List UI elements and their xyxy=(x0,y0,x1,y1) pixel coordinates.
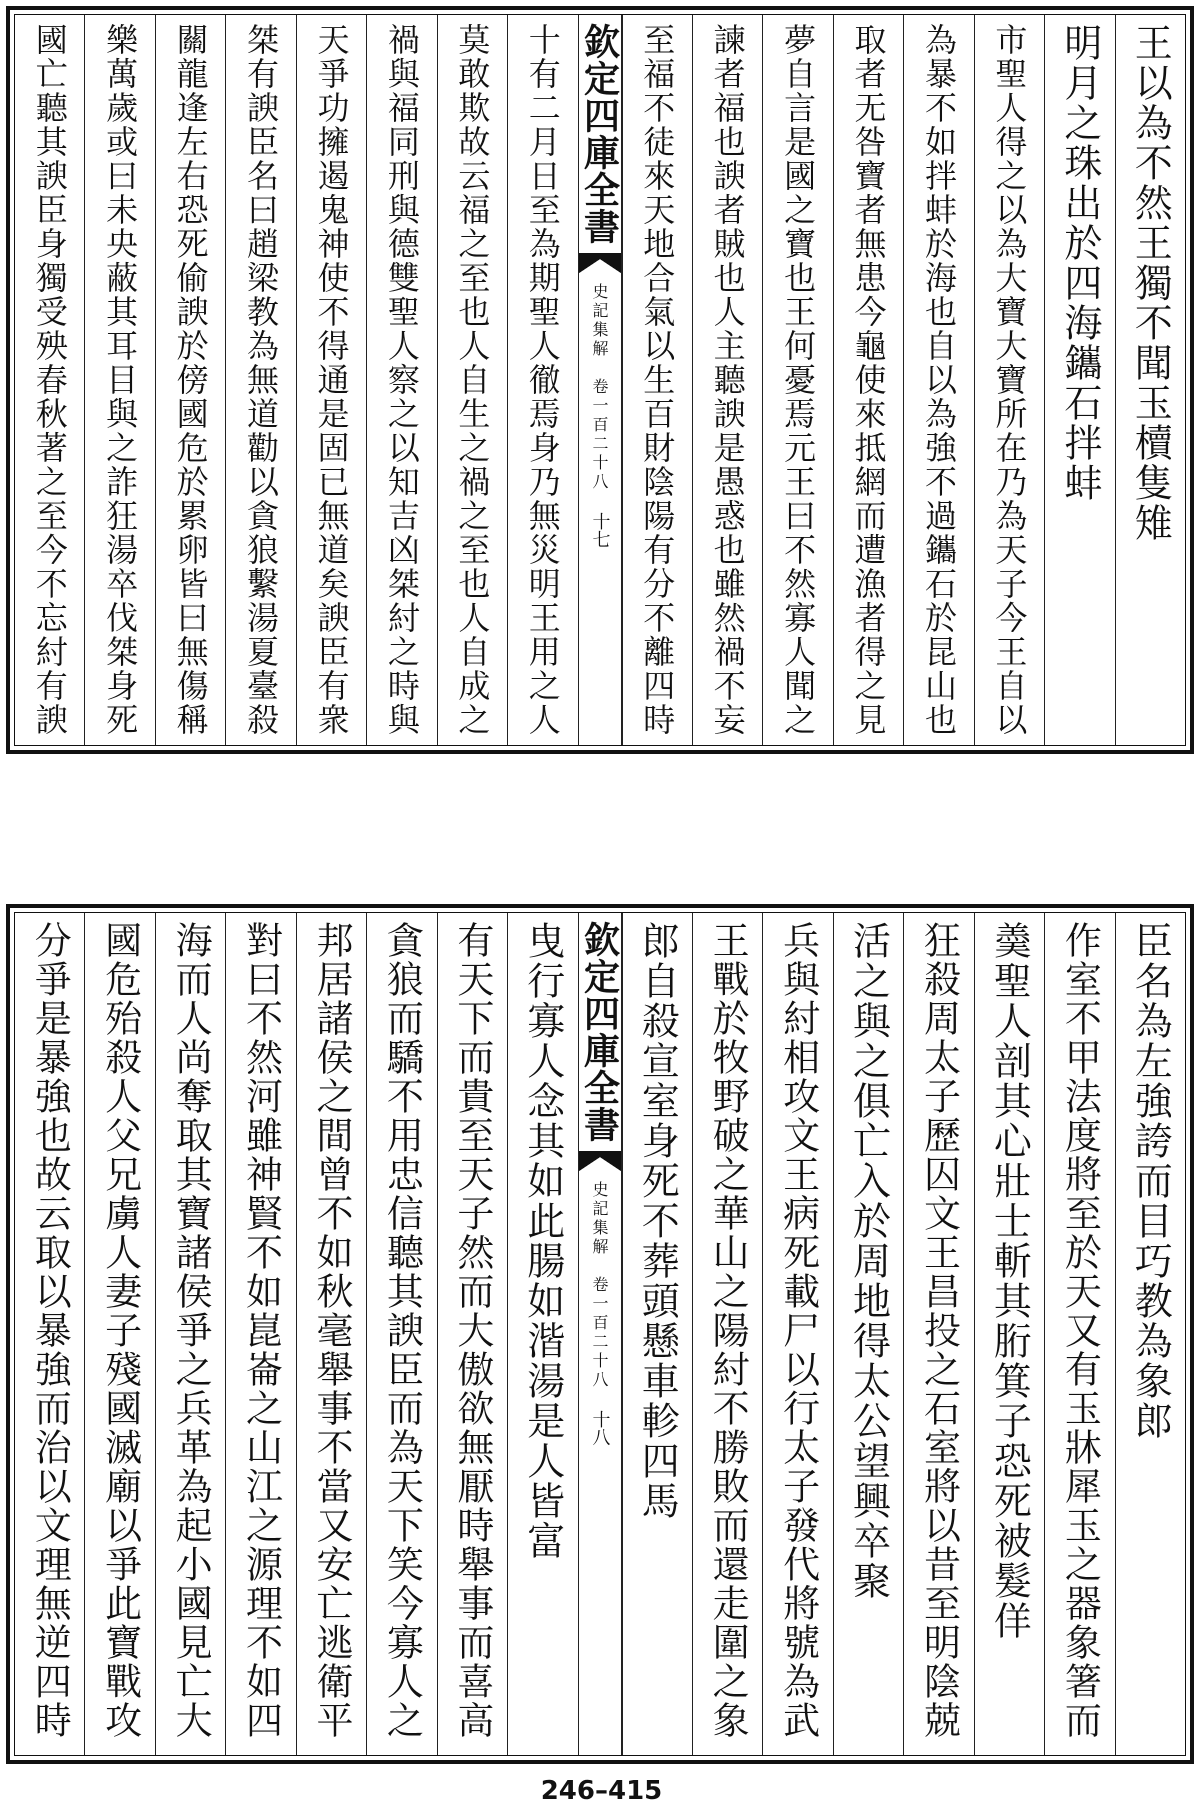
column-text: 邦居諸侯之間曾不如秋毫舉事不當又安亡逃衛平 xyxy=(309,921,353,1740)
text-column xyxy=(974,15,1044,745)
upper-page xyxy=(6,6,1194,754)
column-text: 羮聖人剖其心壯士斬其胻箕子恐死被髮佯 xyxy=(987,921,1032,1641)
text-column xyxy=(692,15,762,745)
text-column xyxy=(84,15,154,745)
column-text: 活之與之俱亡入於周地得太公望興卒聚 xyxy=(846,921,891,1601)
column-text: 王戰於牧野破之華山之陽紂不勝敗而還走圍之象 xyxy=(706,921,750,1740)
text-column xyxy=(15,913,84,1755)
text-column xyxy=(903,15,973,745)
text-column xyxy=(437,15,507,745)
page-number-footer: 246–415 xyxy=(540,1776,663,1806)
lower-page xyxy=(6,904,1194,1764)
column-text: 明月之珠出於四海鑴石拌蚌 xyxy=(1057,23,1102,503)
column-text: 王以為不然王獨不聞玉櫝隻雉 xyxy=(1128,23,1173,543)
gutter-folio-number: 十七 xyxy=(589,512,611,548)
column-text: 分爭是暴強也故云取以暴強而治以文理無逆四時 xyxy=(28,921,72,1740)
text-column xyxy=(903,913,973,1755)
column-text: 國危殆殺人父兄虜人妻子殘國滅廟以爭此寶戰攻 xyxy=(98,921,142,1740)
text-column xyxy=(622,913,692,1755)
column-text: 市聖人得之以為大寶大寶所在乃為天子今王自以 xyxy=(990,23,1029,737)
column-text: 海而人尚奪取其寶諸侯爭之兵革為起小國見亡大 xyxy=(169,921,213,1740)
text-column xyxy=(296,15,366,745)
column-text: 作室不甲法度將至於天又有玉牀犀玉之器象箸而 xyxy=(1058,921,1102,1740)
column-text: 兵與紂相攻文王病死載尸以行太子發代將號為武 xyxy=(776,921,820,1740)
text-column xyxy=(833,913,903,1755)
column-text: 十有二月日至為期聖人徹焉身乃無災明王用之人 xyxy=(523,23,562,737)
text-column xyxy=(762,913,832,1755)
text-column xyxy=(762,15,832,745)
column-text: 至福不徒來天地合氣以生百財陰陽有分不離四時 xyxy=(638,23,677,737)
text-column xyxy=(1044,913,1114,1755)
text-column xyxy=(225,913,295,1755)
column-text: 莫敢欺故云福之至也人自生之禍之至也人自成之 xyxy=(453,23,492,737)
gutter-juan-label: 史記集解 卷一百二十八 xyxy=(590,283,609,492)
center-gutter xyxy=(578,15,622,745)
text-column xyxy=(1044,15,1114,745)
center-gutter xyxy=(578,913,622,1755)
column-text: 禍與福同刑與德雙聖人察之以知吉凶桀紂之時與 xyxy=(382,23,421,737)
text-column xyxy=(296,913,366,1755)
column-text: 為暴不如拌蚌於海也自以為強不過鑴石於昆山也 xyxy=(919,23,958,737)
column-text: 取者无咎寶者無患今龜使來抵網而遭漁者得之見 xyxy=(849,23,888,737)
text-column xyxy=(366,913,436,1755)
fishtail-mark xyxy=(579,253,621,273)
text-column xyxy=(507,913,577,1755)
column-text: 曳行寡人念其如此腸如湝湯是人皆富 xyxy=(520,921,565,1561)
column-text: 夢自言是國之寶也王何憂焉元王曰不然寡人聞之 xyxy=(779,23,818,737)
gutter-juan-label: 史記集解 卷一百二十八 xyxy=(590,1181,609,1390)
text-column xyxy=(155,913,225,1755)
text-column xyxy=(1115,913,1185,1755)
text-column xyxy=(366,15,436,745)
column-text: 樂萬歲或曰未央蔽其耳目與之詐狂湯卒伐桀身死 xyxy=(101,23,140,737)
column-text: 有天下而貴至天子然而大傲欲無厭時舉事而喜高 xyxy=(450,921,494,1740)
text-column xyxy=(507,15,577,745)
text-column xyxy=(974,913,1044,1755)
column-text: 國亡聽其諛臣身獨受殃春秋著之至今不忘紂有諛 xyxy=(30,23,69,737)
column-text: 臣名為左強誇而目巧教為象郎 xyxy=(1128,921,1173,1441)
text-column xyxy=(622,15,692,745)
gutter-folio-number: 十八 xyxy=(589,1410,611,1446)
text-column xyxy=(15,15,84,745)
column-text: 桀有諛臣名曰趙梁教為無道勸以貪狼繫湯夏臺殺 xyxy=(242,23,281,737)
text-column xyxy=(155,15,225,745)
column-text: 郎自殺宣室身死不葬頭懸車軫四馬 xyxy=(635,921,680,1521)
column-text: 貪狼而驕不用忠信聽其諛臣而為天下笑今寡人之 xyxy=(380,921,424,1740)
upper-page-columns xyxy=(14,14,1186,746)
text-column xyxy=(692,913,762,1755)
text-column xyxy=(437,913,507,1755)
column-text: 狂殺周太子歷囚文王昌投之石室將以昔至明陰兢 xyxy=(917,921,961,1740)
column-text: 天爭功擁遏鬼神使不得通是固已無道矣諛臣有衆 xyxy=(312,23,351,737)
column-text: 關龍逢左右恐死偷諛於傍國危於累卵皆曰無傷稱 xyxy=(171,23,210,737)
column-text: 諫者福也諛者賊也人主聽諛是愚惑也雖然禍不妄 xyxy=(708,23,747,737)
gutter-title: 欽定四庫全書 xyxy=(578,921,621,1143)
lower-page-columns xyxy=(14,912,1186,1756)
text-column xyxy=(84,913,154,1755)
text-column xyxy=(1115,15,1185,745)
column-text: 對曰不然河雖神賢不如崑崙之山江之源理不如四 xyxy=(239,921,283,1740)
fishtail-mark xyxy=(579,1151,621,1171)
text-column xyxy=(225,15,295,745)
gutter-title: 欽定四庫全書 xyxy=(578,23,621,245)
text-column xyxy=(833,15,903,745)
